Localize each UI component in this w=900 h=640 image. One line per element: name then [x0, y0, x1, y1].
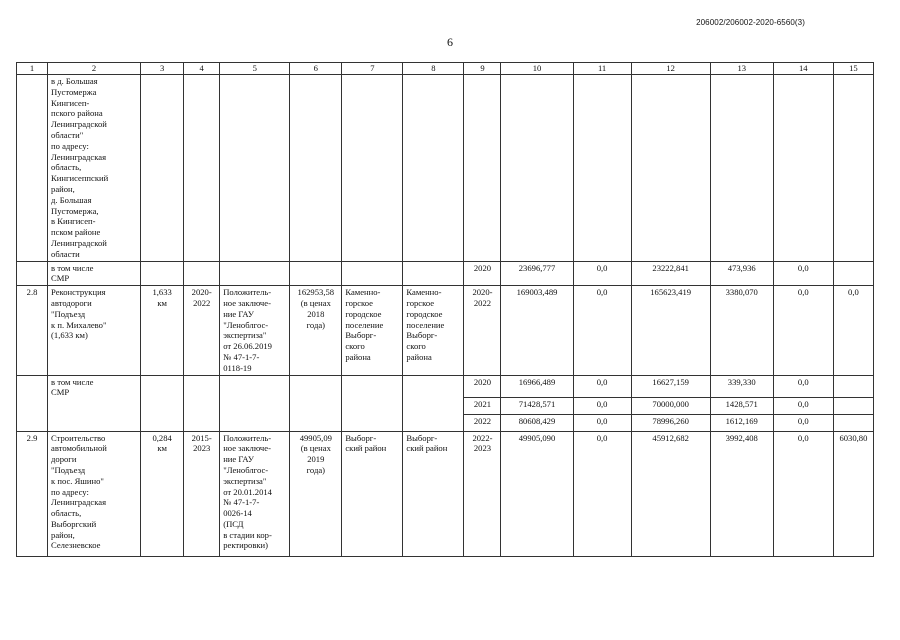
- document-id: 206002/206002-2020-6560(3): [696, 18, 805, 27]
- value-cell: 80608,429: [501, 414, 573, 431]
- smr-label: в том числе СМР: [48, 375, 141, 431]
- cost-cell: 49905,09 (в ценах 2019 года): [290, 431, 342, 556]
- table-row: [17, 286, 874, 375]
- value-cell: 6030,80: [833, 431, 873, 556]
- expertise-cell: Положитель- ное заключе- ние ГАУ "Леноблгос- экспертиза" от 20.01.2014 № 47-1-7- 0026-14 (ПСД в стадии кор- ректировки): [220, 431, 290, 556]
- value-cell: 0,0: [573, 286, 631, 375]
- table-row: [17, 431, 874, 556]
- value-cell: 71428,571: [501, 397, 573, 414]
- object-name-cell: Строительство автомобильной дороги "Подъезд к пос. Яшино" по адресу: Ленинградская область, Выборгский район, Селезневское: [48, 431, 141, 556]
- value-cell: 1612,169: [710, 414, 773, 431]
- municipality-cell: Выборг- ский район: [403, 431, 464, 556]
- row-number: 2.9: [17, 431, 48, 556]
- period-cell: 2020- 2022: [184, 286, 220, 375]
- col-number: 2: [48, 63, 141, 75]
- col-number: 10: [501, 63, 573, 75]
- value-cell: 70000,000: [631, 397, 710, 414]
- value-cell: 0,0: [573, 375, 631, 397]
- row-number: 2.8: [17, 286, 48, 375]
- municipality-cell: Каменно- горское городское поселение Выборг- ского района: [403, 286, 464, 375]
- page-number: 6: [447, 35, 453, 49]
- col-number: 5: [220, 63, 290, 75]
- period-cell: 2015- 2023: [184, 431, 220, 556]
- value-cell: 0,0: [773, 286, 833, 375]
- value-cell: 45912,682: [631, 431, 710, 556]
- year-cell: 2020- 2022: [464, 286, 501, 375]
- col-number: 12: [631, 63, 710, 75]
- data-table: [16, 62, 874, 557]
- municipality-cell: Выборг- ский район: [342, 431, 403, 556]
- length-cell: 1,633 км: [141, 286, 184, 375]
- expertise-cell: Положитель- ное заключе- ние ГАУ "Леноблгос- экспертиза" от 26.06.2019 № 47-1-7- 0118-19: [220, 286, 290, 375]
- value-cell: 169003,489: [501, 286, 573, 375]
- value-cell: 0,0: [573, 397, 631, 414]
- year-cell: 2022- 2023: [464, 431, 501, 556]
- table-row: [17, 375, 874, 397]
- year-cell: 2020: [464, 261, 501, 286]
- object-name-cell: в д. Большая Пустомержа Кингисеп- пского района Ленинградской области" по адресу: Ленинградская область, Кингисеппский район, д. Большая Пустомержа, в Кингисеп- пском районе Ленинградской области: [48, 75, 141, 262]
- col-number: 7: [342, 63, 403, 75]
- value-cell: 23696,777: [501, 261, 573, 286]
- value-cell: 78996,260: [631, 414, 710, 431]
- col-number: 13: [710, 63, 773, 75]
- object-name-cell: Реконструкция автодороги "Подъезд к п. Михалево" (1,633 км): [48, 286, 141, 375]
- value-cell: 49905,090: [501, 431, 573, 556]
- value-cell: 16966,489: [501, 375, 573, 397]
- col-number: 15: [833, 63, 873, 75]
- value-cell: 339,330: [710, 375, 773, 397]
- col-number: 1: [17, 63, 48, 75]
- value-cell: 0,0: [833, 286, 873, 375]
- value-cell: 0,0: [773, 431, 833, 556]
- value-cell: 165623,419: [631, 286, 710, 375]
- col-number: 14: [773, 63, 833, 75]
- column-number-row: [17, 63, 874, 75]
- col-number: 9: [464, 63, 501, 75]
- table-row: [17, 75, 874, 262]
- value-cell: 0,0: [773, 375, 833, 397]
- value-cell: 0,0: [573, 261, 631, 286]
- value-cell: 0,0: [573, 414, 631, 431]
- value-cell: 23222,841: [631, 261, 710, 286]
- value-cell: 3380,070: [710, 286, 773, 375]
- municipality-cell: Каменно- горское городское поселение Выборг- ского района: [342, 286, 403, 375]
- year-cell: 2020: [464, 375, 501, 397]
- year-cell: 2021: [464, 397, 501, 414]
- length-cell: 0,284 км: [141, 431, 184, 556]
- smr-label: в том числе СМР: [48, 261, 141, 286]
- value-cell: 0,0: [573, 431, 631, 556]
- value-cell: 0,0: [773, 397, 833, 414]
- value-cell: 0,0: [773, 414, 833, 431]
- cost-cell: 162953,58 (в ценах 2018 года): [290, 286, 342, 375]
- value-cell: 473,936: [710, 261, 773, 286]
- col-number: 6: [290, 63, 342, 75]
- value-cell: 16627,159: [631, 375, 710, 397]
- col-number: 8: [403, 63, 464, 75]
- value-cell: 3992,408: [710, 431, 773, 556]
- value-cell: 0,0: [773, 261, 833, 286]
- col-number: 3: [141, 63, 184, 75]
- col-number: 4: [184, 63, 220, 75]
- col-number: 11: [573, 63, 631, 75]
- value-cell: 1428,571: [710, 397, 773, 414]
- table-row: [17, 261, 874, 286]
- year-cell: 2022: [464, 414, 501, 431]
